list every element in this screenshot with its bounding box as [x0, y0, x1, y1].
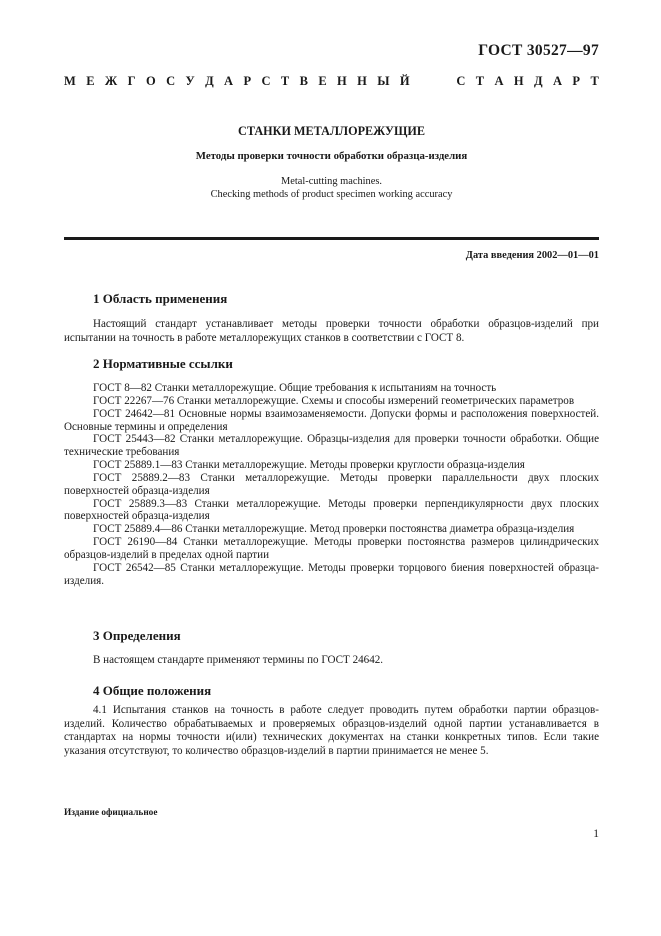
- paragraph-text: 4.1 Испытания станков на точность в работе следует проводить путем обработки партии образцов-изделий. Количество обрабатываемых и проверяемых образцов-изделий одной партии устанавливается в стандартах на нормы точности и(или) технических документах на станки конкретных типов. Если такие указания отсутствуют, то количество образцов-изделий в партии принимается не менее 5.: [64, 704, 599, 758]
- references-list: [64, 382, 599, 588]
- banner-letter: Н: [357, 74, 367, 88]
- banner-letter: С: [261, 74, 271, 88]
- banner-letter: С: [456, 74, 466, 88]
- section-scope-text: [64, 318, 599, 345]
- interstate-standard-banner: [64, 74, 599, 89]
- english-title-line: Metal-cutting machines.: [281, 176, 382, 187]
- reference-item: [64, 472, 599, 498]
- reference-item: [64, 433, 599, 459]
- reference-text: ГОСТ 22267—76 Станки металлорежущие. Схемы и способы измерений геометрических параметров: [93, 394, 575, 407]
- banner-letter: А: [494, 74, 504, 88]
- reference-item: [64, 459, 599, 472]
- page-number: 1: [593, 828, 599, 840]
- section-general-text: [64, 704, 599, 759]
- introduction-date: Дата введения 2002—01—01: [465, 250, 599, 261]
- banner-letter: М: [64, 74, 76, 88]
- reference-item: [64, 536, 599, 562]
- banner-letter: Г: [127, 74, 136, 88]
- banner-letter: Т: [280, 74, 290, 88]
- official-edition-note: Издание официальное: [64, 808, 158, 818]
- title-rule: [64, 237, 599, 240]
- banner-letter: Р: [243, 74, 252, 88]
- banner-letter: А: [553, 74, 563, 88]
- document-number: ГОСТ 30527—97: [478, 42, 599, 59]
- banner-letter: Р: [572, 74, 581, 88]
- reference-text: ГОСТ 8—82 Станки металлорежущие. Общие требования к испытаниям на точность: [93, 382, 497, 394]
- english-title: [64, 176, 599, 201]
- banner-letter: У: [185, 74, 195, 88]
- banner-letter: А: [224, 74, 234, 88]
- banner-letter: Т: [475, 74, 485, 88]
- banner-letter: О: [145, 74, 156, 88]
- reference-item: [64, 523, 599, 536]
- section-definitions-text: [64, 654, 599, 668]
- banner-letter: Д: [205, 74, 214, 88]
- section-heading-general: 4 Общие положения: [93, 683, 212, 698]
- banner-gap: [420, 74, 446, 89]
- banner-letter: Н: [337, 74, 347, 88]
- reference-text: ГОСТ 26190—84 Станки металлорежущие. Методы проверки постоянства размеров цилиндрических образцов-изделий в пределах одной партии: [64, 536, 599, 561]
- reference-text: ГОСТ 26542—85 Станки металлорежущие. Методы проверки торцового биения поверхностей образца-изделия.: [64, 561, 599, 587]
- document-subtitle: Методы проверки точности обработки образца-изделия: [195, 150, 468, 162]
- reference-text: ГОСТ 24642—81 Основные нормы взаимозаменяемости. Допуски формы и расположения поверхностей. Основные термины и определения: [64, 407, 599, 433]
- reference-item: [64, 395, 599, 408]
- document-title: СТАНКИ МЕТАЛЛОРЕЖУЩИЕ: [238, 124, 425, 138]
- reference-item: [64, 498, 599, 524]
- reference-text: ГОСТ 25889.2—83 Станки металлорежущие. Методы проверки параллельности двух плоских поверхностей образца-изделия: [64, 471, 599, 497]
- reference-item: [64, 408, 599, 434]
- banner-letter: Е: [318, 74, 327, 88]
- banner-letter: Й: [399, 74, 410, 88]
- section-heading-references: 2 Нормативные ссылки: [93, 356, 233, 371]
- reference-text: ГОСТ 25443—82 Станки металлорежущие. Образцы-изделия для проверки точности обработки. Общие технические требования: [64, 433, 599, 459]
- reference-text: ГОСТ 25889.3—83 Станки металлорежущие. Методы проверки перпендикулярности двух плоских поверхностей образца-изделия: [64, 497, 599, 523]
- reference-item: [64, 382, 599, 395]
- reference-item: [64, 562, 599, 588]
- paragraph-text: В настоящем стандарте применяют термины по ГОСТ 24642.: [93, 654, 384, 666]
- banner-letter: Т: [590, 74, 599, 88]
- banner-letter: В: [299, 74, 308, 88]
- section-heading-definitions: 3 Определения: [93, 628, 181, 643]
- english-title-line: Checking methods of product specimen working accuracy: [210, 188, 453, 200]
- banner-letter: Ж: [104, 74, 118, 88]
- banner-letter: Н: [513, 74, 524, 88]
- banner-letter: С: [166, 74, 176, 88]
- section-heading-scope: 1 Область применения: [93, 291, 228, 306]
- reference-text: ГОСТ 25889.4—86 Станки металлорежущие. Метод проверки постоянства диаметра образца-изделия: [93, 523, 575, 536]
- paragraph-text: Настоящий стандарт устанавливает методы проверки точности обработки образцов-изделий при испытании на точность в работе металлорежущих станков в соответствии с ГОСТ 8.: [64, 318, 599, 344]
- banner-letter: Е: [86, 74, 95, 88]
- reference-text: ГОСТ 25889.1—83 Станки металлорежущие. Методы проверки круглости образца-изделия: [93, 459, 525, 472]
- banner-letter: Ы: [377, 74, 390, 88]
- banner-letter: Д: [534, 74, 543, 88]
